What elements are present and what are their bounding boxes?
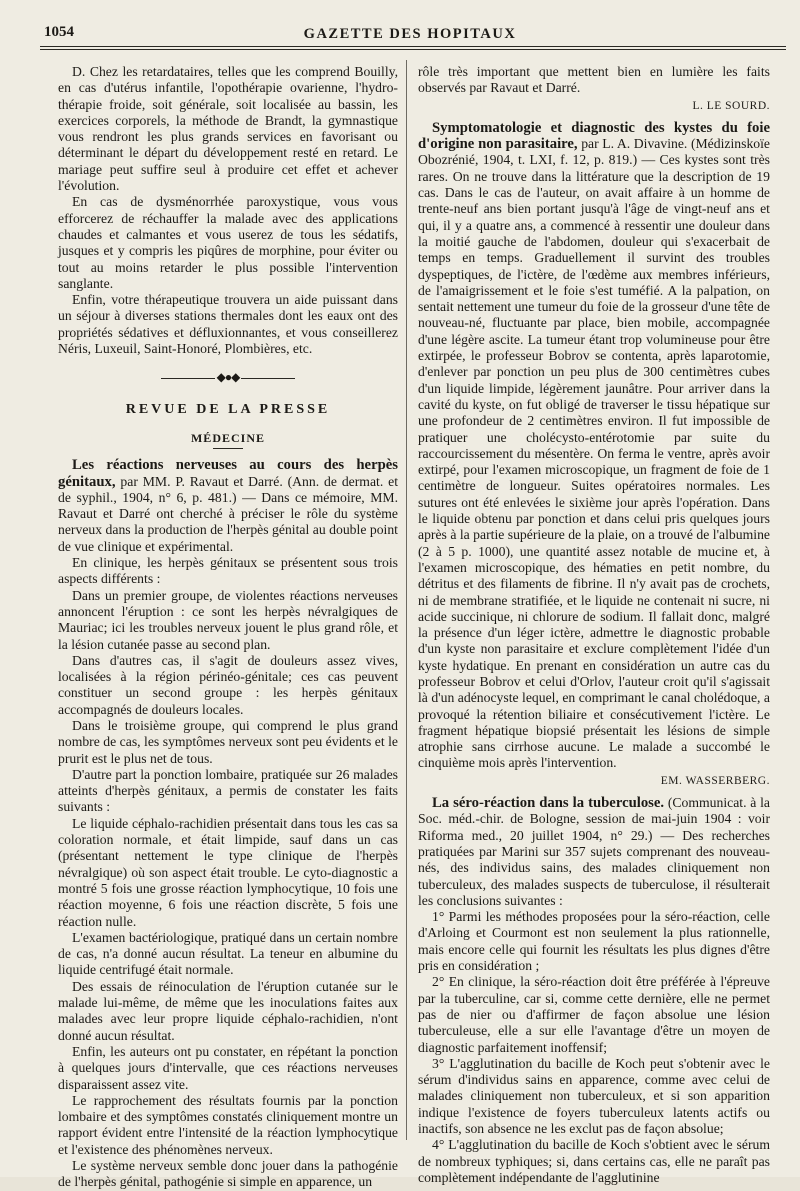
ornament-divider: ◆●◆ xyxy=(58,369,398,385)
article-title: Symptomatologie et diagnostic des kystes du foie d'origine non parasitaire, xyxy=(418,119,770,153)
paragraph: Le système nerveux semble donc jouer dans la pathogénie de l'herpès génital, pathogénie si simple en apparence, un xyxy=(58,1158,398,1190)
left-column xyxy=(58,64,398,1191)
paragraph: Le rapprochement des résultats fournis par la ponction lombaire et des symptômes constatés cliniquement montre un rapport évident entre l'intensité de la réaction lymphocytique et l'existence des phénomènes nerveux. xyxy=(58,1092,398,1157)
paragraph: D. Chez les retardataires, telles que les comprend Bouilly, en cas d'utérus infantile, l'opothérapie ovarienne, l'hydro-thérapie froide, soit générale, soit localisée au bassin, les exercices corporels, la méthode de Brandt, la gymnastique vous rendront les plus grands services en favorisant ou déterminant le départ du développement resté en retard. Le mariage peut suffire seul à produire cet effet et achever l'évolution. xyxy=(58,64,398,194)
subsection-title: MÉDECINE xyxy=(190,430,265,445)
article-heading xyxy=(418,120,770,772)
paragraph: 2° En clinique, la séro-réaction doit être préférée à l'épreuve par la tuberculine, car si, comme cette dernière, elle ne permet pas de nier ou d'affirmer de façon absolue une lésion tuberculeuse, elle a sur elle l'avantage d'être un moyen de diagnostic parfaitement inoffensif; xyxy=(418,974,770,1055)
section-title: REVUE DE LA PRESSE xyxy=(125,401,331,417)
paragraph: Dans d'autres cas, il s'agit de douleurs assez vives, localisées à la région périnéo-génitale; ces cas peuvent constituer un second groupe : les herpès génitaux accompagnés de douleurs locales. xyxy=(58,652,398,717)
paragraph: Des essais de réinoculation de l'éruption cutanée sur le malade lui-même, de même que les inoculations faites aux malades avec leur propre liquide céphalo-rachidien, n'ont donné aucun résultat. xyxy=(58,978,398,1043)
running-title: GAZETTE DES HOPITAUX xyxy=(303,26,517,42)
page-number: 1054 xyxy=(44,24,74,40)
paragraph: En clinique, les herpès génitaux se présentent sous trois aspects différents : xyxy=(58,555,398,587)
paragraph: Enfin, les auteurs ont pu constater, en répétant la ponction à quelques jours d'intervalle, que ces réactions nerveuses disparaissent assez vite. xyxy=(58,1043,398,1092)
article-reference: par MM. P. Ravaut et Darré. (Ann. de dermat. et de syphil., 1904, n° 6, p. 481.) — Dans ce mémoire, MM. Ravaut et Darré ont cherché à préciser le rôle du système nerveux dans la production de l'herpès génital au double point de vue clinique et expérimental. xyxy=(58,473,399,554)
column-divider xyxy=(406,60,407,1140)
paragraph: 3° L'agglutination du bacille de Koch peut s'obtenir avec le sérum d'individus sains en apparence, comme avec celui de malades cliniquement non tuberculeux, et si son apparition indique l'existence de foyers tuberculeux latents actifs ou inactifs, son absence ne les exclut pas de façon absolue; xyxy=(418,1055,770,1136)
paragraph: En cas de dysménorrhée paroxystique, vous vous efforcerez de réchauffer la malade avec des applications chaudes et calmantes et vous userez de tous les sédatifs, jusques et y compris les piqûres de morphine, pour éviter ou tout au moins retarder le plus possible l'intervention sanglante. xyxy=(58,194,398,291)
page-header xyxy=(44,20,776,44)
signature: EM. WASSERBERG. xyxy=(660,774,770,787)
article-reference: par L. A. Divavine. (Médizinskoïe Obozrénié, 1904, t. LXI, f. 12, p. 819.) — Ces kystes sont très rares. On ne trouve dans la littérature que la description de 19 cas. Dans le cas de l'auteur, on avait affaire à un homme de trente-neuf ans bien portant jusqu'à l'âge de vingt-neuf ans et qui, il y a quatre ans, a commencé à ressentir une douleur dans la moitié gauche de l'abdomen, douleur qui s'exacerbait de temps en temps. Graduellement il survint des troubles dyspeptiques, de l'ictère, de l'œdème aux membres inférieurs, de l'amaigrissement et le foie s'est tuméfié. A la palpation, on sentait nettement une tumeur du foie de la grosseur d'une tête de nouveau-né, fluctuante par place, bien mobile, accompagnée d'une légère ascite. La tumeur étant trop volumineuse pour être extirpée, le professeur Bobrov se contenta, après laparotomie, d'enlever par ponction un peu plus de 300 centimètres cubes d'un liquide limpide, légèrement jaunâtre. Pour arriver dans la cavité du kyste, on fut obligé de traverser le tissu hépatique sur une profondeur de 2 centimètres environ. Il fut impossible de pratiquer une cholécysto-entérotomie par suite du raccourcissement du mésentère. On ferma le ventre, après avoir extirpé, pour l'examen microscopique, un fragment de foie de 1 centimètre de longueur. Suites opératoires normales. Les sutures ont été enlevées le sixième jour après l'opération. Dans le liquide obtenu par ponction et dans celui pris quelques jours après à la partie supérieure de la plaie, on a trouvé de l'albumine (2 à 5 p. 1000), une quantité assez notable de mucine et, à l'examen microscopique, des hématies en petit nombre, du détritus et des filaments de fibrine. Il n'y avait pas de crochets, ni de membrane stratifiée, et le liquide ne contenait ni sucre, ni acide succinique, ni chlorure de sodium. Il fallait donc, malgré la présence d'un léger ictère, admettre le diagnostic probable d'un kyste non parasitaire et exclure complètement l'idée d'un kyste hydatique. En prenant en considération un autre cas du professeur Bobrov et celui d'Orlov, l'auteur croit qu'il s'agissait là d'un adénocyste lequel, en comprimant le canal cholédoque, a provoqué la rétention biliaire et consécutivement l'ictère. Le fragment hépatique biopsié présentait les lésions de simple atrophie sans cirrhose aucune. Le malade a succombé le cinquième mois après l'intervention. xyxy=(418,136,771,771)
article-heading xyxy=(418,795,770,909)
paragraph: D'autre part la ponction lombaire, pratiquée sur 26 malades atteints d'herpès génitaux, a permis de constater les faits suivants : xyxy=(58,766,398,815)
subsection-rule xyxy=(213,448,243,449)
paragraph: Enfin, votre thérapeutique trouvera un aide puissant dans un séjour à diverses stations thermales dont les eaux ont des propriétés sédatives et défluxionnantes, et vous conseillerez Néris, Luxeuil, Saint-Honoré, Plombières, etc. xyxy=(58,292,398,357)
paragraph: Dans le troisième groupe, qui comprend le plus grand nombre de cas, les symptômes nerveux sont peu évidents et le prurit est le plus net de tous. xyxy=(58,717,398,766)
signature: L. LE SOURD. xyxy=(692,99,770,112)
header-rule xyxy=(40,46,786,50)
paragraph: rôle très important que mettent bien en lumière les faits observés par Ravaut et Darré. xyxy=(418,64,770,96)
paragraph: 4° L'agglutination du bacille de Koch s'obtient avec le sérum de nombreux typhiques; si, dans certains cas, elle ne paraît pas complètement indépendante de l'agglutinine xyxy=(418,1137,770,1185)
article-title: La séro-réaction dans la tuberculose. xyxy=(432,795,665,812)
article-heading xyxy=(58,457,398,555)
paragraph: L'examen bactériologique, pratiqué dans un certain nombre de cas, n'a donné aucun résultat. La teneur en albumine du liquide centrifugé était normale. xyxy=(58,929,398,978)
paragraph: 1° Parmi les méthodes proposées pour la séro-réaction, celle d'Arloing et Courmont est non seulement la plus rationnelle, mais encore celle qui fournit les résultats les plus dignes d'être pris en considération ; xyxy=(418,909,770,974)
article-reference: (Communicat. à la Soc. méd.-chir. de Bologne, session de mai-juin 1904 : voir Riforma med., 20 juillet 1904, n° 29.) — Des recherches pratiquées par Marini sur 357 sujets comprenant des nouveau-nés, des individus sains, des malades cliniquement non tuberculeux, des malades suspects de tuberculose, il résulterait les conclusions suivantes : xyxy=(418,795,770,908)
paragraph: Dans un premier groupe, de violentes réactions nerveuses annoncent l'éruption : ce sont les herpès névralgiques de Mauriac; ici les troubles nerveux jouent le plus grand rôle, et la lésion cutanée passe au second plan. xyxy=(58,587,398,652)
right-column xyxy=(418,64,770,1186)
paragraph: Le liquide céphalo-rachidien présentait dans tous les cas sa coloration normale, et était limpide, sauf dans un cas (présentant nettement le type clinique de l'herpès névralgique) où son aspect était trouble. Le cyto-diagnostic a montré 5 fois une grosse réaction lymphocytique, 10 fois une réaction moyenne, 6 fois une réaction discrète, 5 fois une réaction nulle. xyxy=(58,815,398,929)
article-title: Les réactions nerveuses au cours des herpès génitaux, xyxy=(58,457,398,490)
